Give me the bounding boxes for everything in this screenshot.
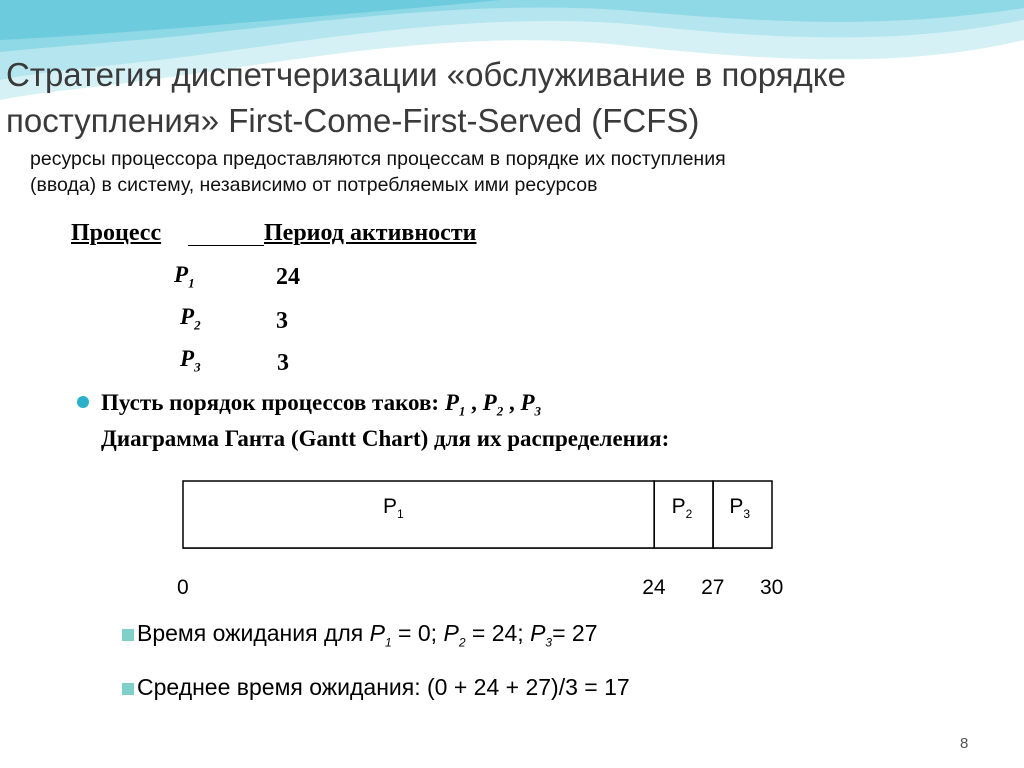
gantt-tick-label: 24	[642, 576, 666, 599]
process-index: 3	[545, 635, 553, 650]
process-index: 2	[458, 635, 466, 650]
gantt-tick-label: 30	[760, 576, 784, 599]
process-letter: P	[180, 304, 195, 329]
process-index: 1	[458, 403, 466, 419]
waiting-value-p1: = 0;	[391, 620, 438, 646]
column-header-process: Процесс	[71, 220, 162, 246]
gantt-label-p1	[383, 495, 404, 521]
waiting-value-p3: = 27	[552, 620, 598, 646]
gantt-tick-label: 0	[177, 576, 189, 599]
process-letter: P	[482, 390, 497, 415]
process-letter: P	[174, 262, 189, 287]
process-index: 3	[743, 507, 751, 522]
waiting-time-line	[137, 620, 598, 650]
process-letter: P	[729, 495, 744, 518]
process-letter: P	[671, 495, 686, 518]
gantt-caption: Диаграмма Ганта (Gantt Chart) для их распределения:	[101, 426, 670, 451]
waiting-prefix: Время ожидания для	[137, 620, 364, 646]
process-letter: P	[383, 495, 398, 518]
process-letter: P	[444, 390, 459, 415]
process-index: 1	[188, 275, 195, 291]
process-index: 2	[496, 403, 504, 419]
gantt-segment-p1	[183, 481, 654, 548]
process-letter: P	[530, 620, 546, 646]
gantt-label-p3	[729, 495, 750, 521]
process-letter: P	[369, 620, 385, 646]
process-letter: P	[180, 346, 195, 371]
process-index: 2	[194, 317, 201, 333]
process-index: 3	[194, 359, 201, 375]
order-prefix: Пусть порядок процессов таков:	[101, 390, 440, 415]
column-header-burst: Период активности	[264, 220, 477, 246]
waiting-value-p2: = 24;	[465, 620, 524, 646]
gantt-label-p2	[672, 495, 693, 521]
title-line-2: поступления» First-Come-First-Served (FCFS)	[6, 102, 700, 139]
process-letter: P	[443, 620, 459, 646]
subtitle-line-1: ресурсы процессора предоставляются процессам в порядке их поступления	[30, 148, 726, 170]
process-index: 3	[534, 403, 541, 419]
title-line-1: Стратегия диспетчеризации «обслуживание в порядке	[6, 56, 846, 93]
process-letter: P	[520, 390, 535, 415]
waiting-p2	[443, 620, 466, 650]
burst-value-p1: 24	[276, 264, 300, 290]
waiting-p3	[530, 620, 553, 650]
waiting-p1	[369, 620, 392, 650]
burst-value-p3: 3	[277, 350, 289, 376]
process-index: 2	[685, 507, 693, 522]
process-index: 1	[384, 635, 392, 650]
subtitle-line-2: (ввода) в систему, независимо от потребляемых ими ресурсов	[30, 174, 598, 196]
average-waiting-line: Среднее время ожидания: (0 + 24 + 27)/3 = 17	[137, 674, 630, 700]
square-bullet-icon	[122, 683, 134, 695]
process-index: 1	[397, 507, 404, 522]
gantt-tick-label: 27	[701, 576, 725, 599]
order-line: Пусть порядок процессов таков: $P_1$ , $P_2$ , $P_3$	[101, 390, 541, 419]
burst-value-p2: 3	[276, 308, 288, 334]
page-number: 8	[960, 735, 969, 752]
square-bullet-icon	[122, 629, 134, 641]
